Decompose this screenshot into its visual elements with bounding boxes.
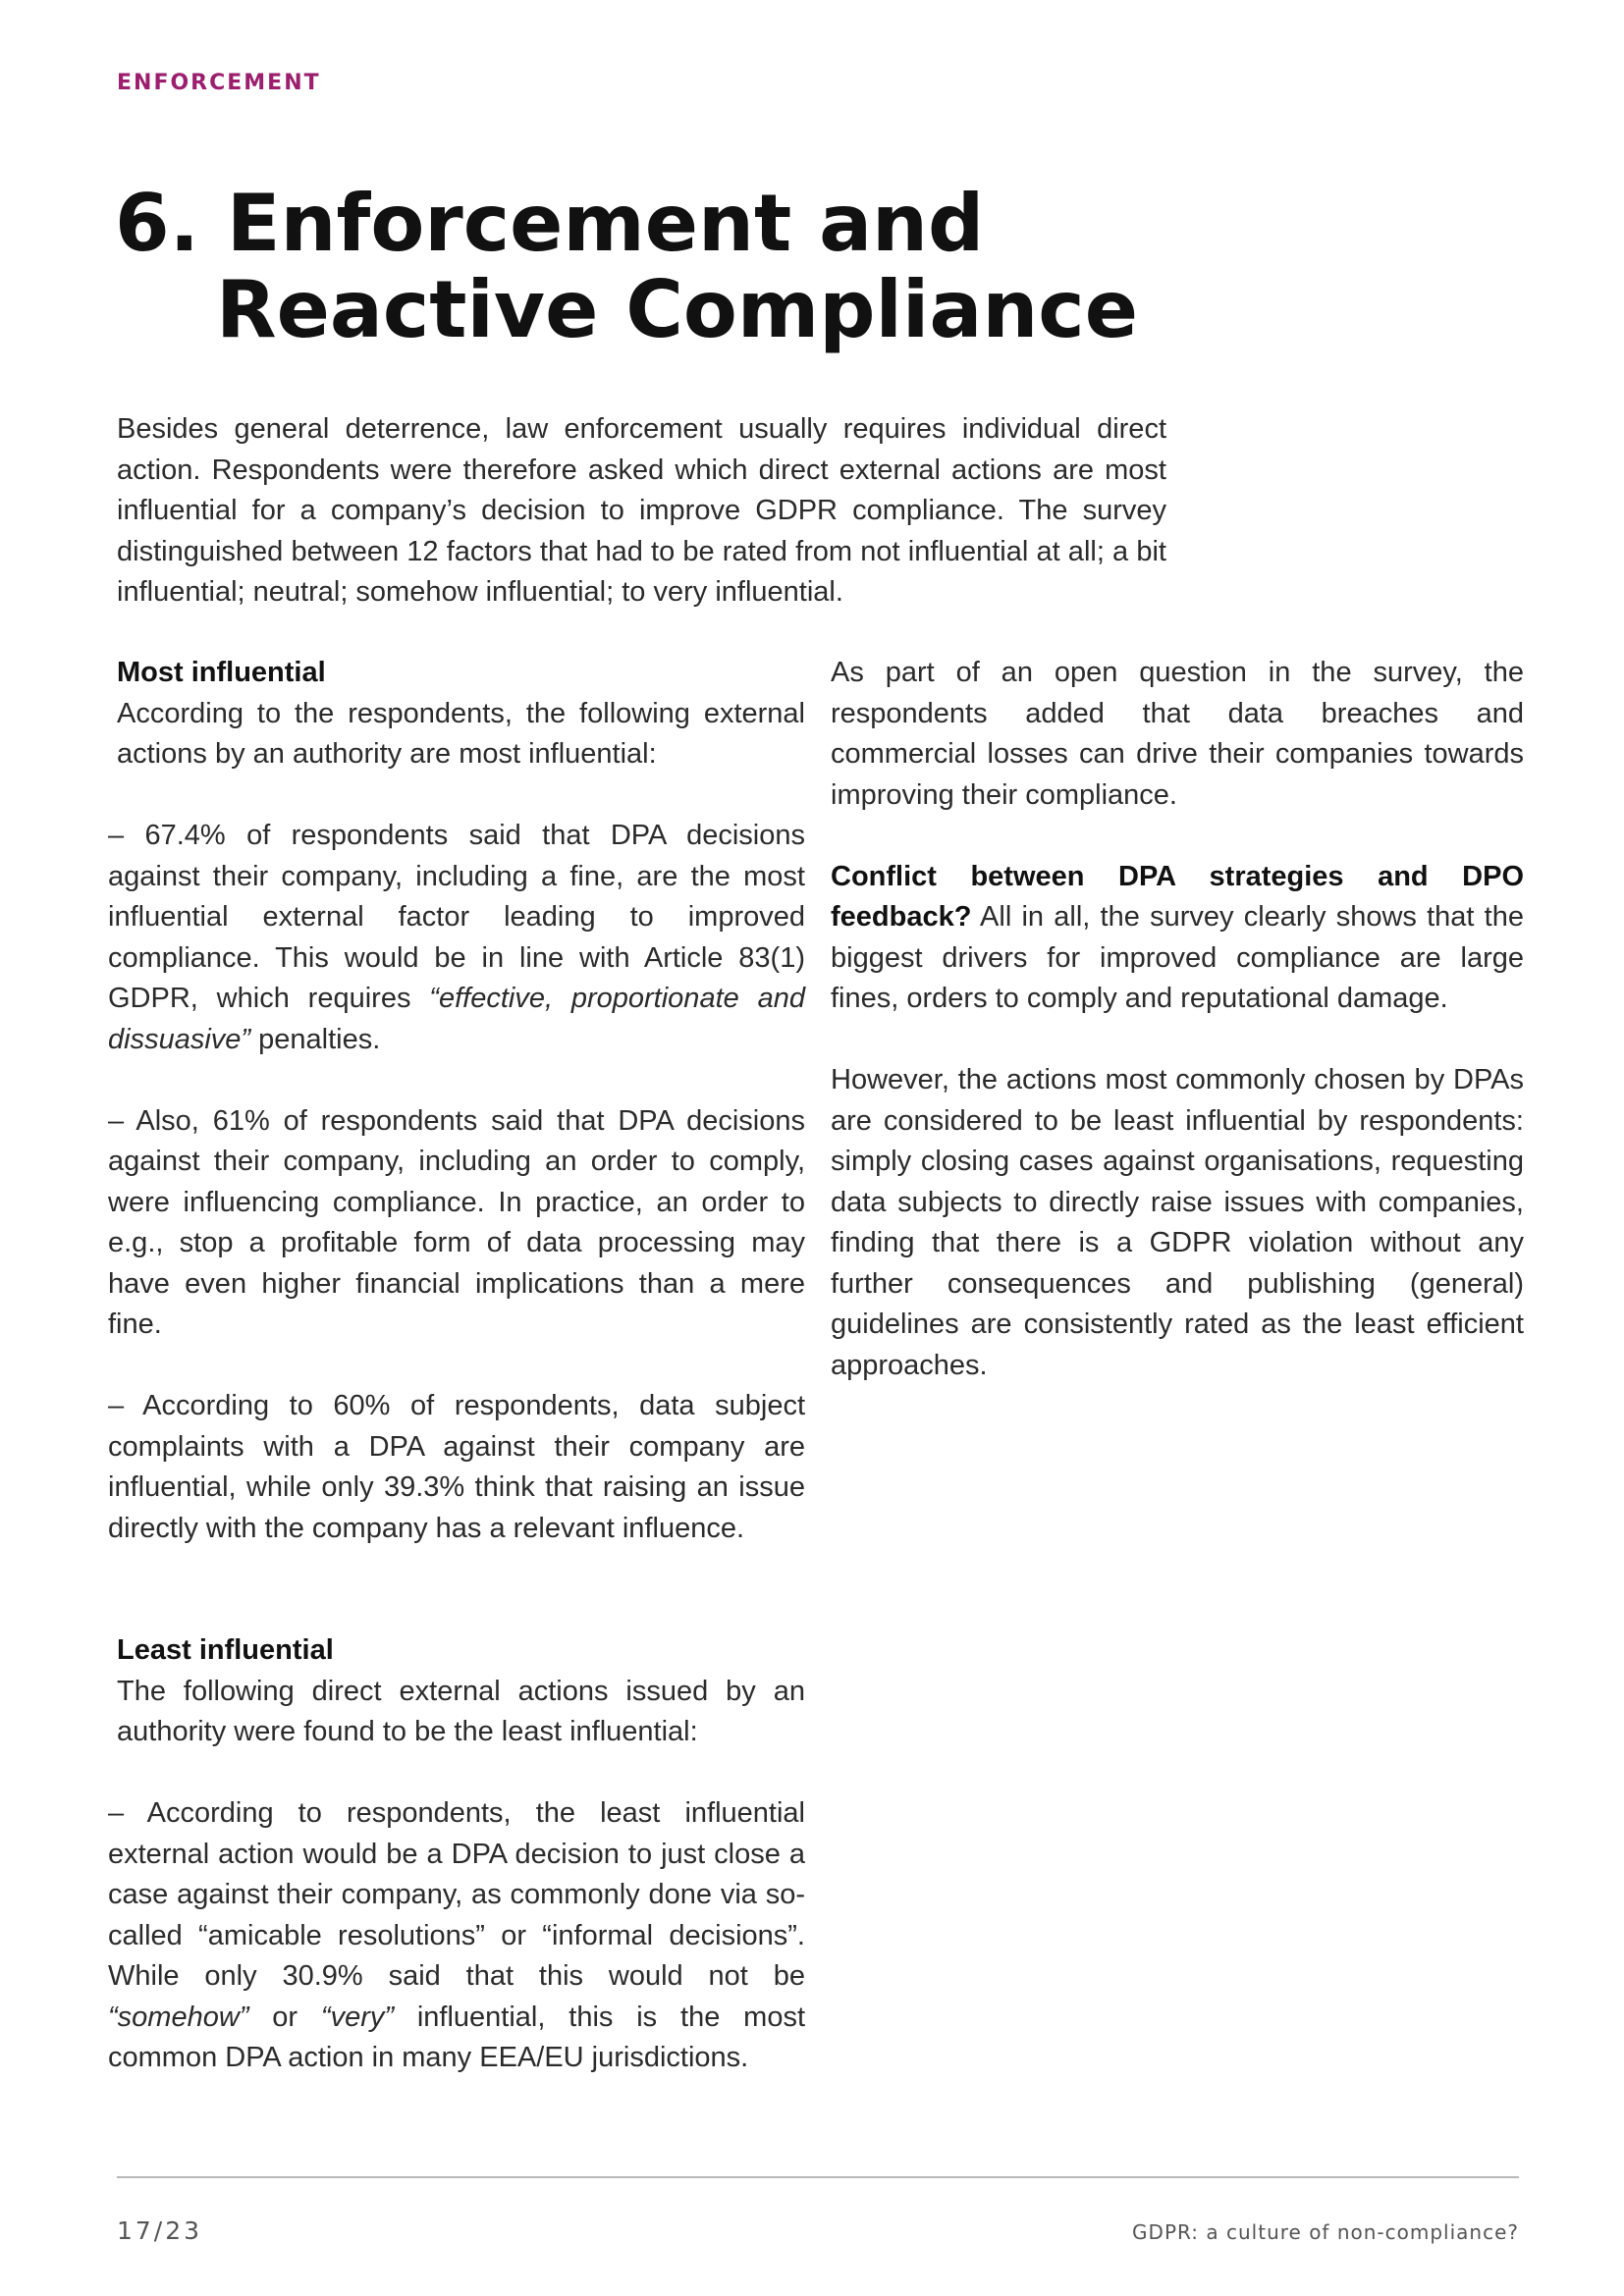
conflict-paragraph: Conflict between DPA strategies and DPO feedback? All in all, the survey clearly shows that the biggest drivers for improved compliance are large fines, orders to comply and reputational damage. <box>831 860 1524 1014</box>
section-label: ENFORCEMENT <box>117 71 321 95</box>
page-title <box>115 178 1391 355</box>
left-column <box>108 653 805 2079</box>
open-question-paragraph: As part of an open question in the survey, the respondents added that data breaches and commercial losses can drive their companies towards improving their compliance. <box>831 657 1524 811</box>
document-title: GDPR: a culture of non-compliance? <box>1132 2220 1519 2244</box>
most-influential-item-complaints: – According to 60% of respondents, data subject complaints with a DPA against their company are influential, while only 39.3% think that raising an issue directly with the company has a relevant influence. <box>108 1390 805 1544</box>
quote-very: “very” <box>320 2001 395 2033</box>
page-number: 17/23 <box>117 2216 203 2245</box>
most-influential-heading: Most influential <box>117 657 326 688</box>
dpa-actions-paragraph: However, the actions most commonly chosen by DPAs are considered to be least influential by respondents: simply closing cases against organisations, requesting data subjects to directly raise issues with companies, finding that there is a GDPR violation without any further consequences and publishing (general) guidelines are consistently rated as the least efficient approaches. <box>831 1064 1524 1381</box>
quote-effective-penalties: “effective, proportionate and dissuasive” <box>108 983 805 1055</box>
least-influential-item-close-case: – According to respondents, the least influential external action would be a DPA decision to just close a case against their company, as commonly done via so-called “amicable resolutions” or “informal decisions”. While only 30.9% said that this would not be “somehow” or “very” influential, this is the most common DPA action in many EEA/EU jurisdictions. <box>108 1797 805 2073</box>
least-influential-heading: Least influential <box>117 1634 334 1666</box>
most-influential-lead: According to the respondents, the following external actions by an authority are most influential: <box>117 697 805 770</box>
footer-divider <box>117 2176 1519 2178</box>
quote-somehow: “somehow” <box>108 2001 249 2033</box>
most-influential-item-order: – Also, 61% of respondents said that DPA decisions against their company, including an order to comply, were influencing compliance. In practice, an order to e.g., stop a profitable form of data processing may have even higher financial implications than a mere fine. <box>108 1104 805 1340</box>
title-line-2: Reactive Compliance <box>216 264 1138 355</box>
right-column <box>831 653 1524 1386</box>
conflict-heading: Conflict between DPA strategies and DPO feedback? <box>831 860 1524 933</box>
title-line-1: 6. Enforcement and <box>115 178 985 269</box>
least-influential-lead: The following direct external actions issued by an authority were found to be the least influential: <box>117 1675 805 1747</box>
most-influential-item-fine: – 67.4% of respondents said that DPA decisions against their company, including a fine, are the most influential external factor leading to improved compliance. This would be in line with Article 83(1) GDPR, which requires “effective, proportionate and dissuasive” penalties. <box>108 820 805 1055</box>
intro-paragraph: Besides general deterrence, law enforcement usually requires individual direct action. Respondents were therefore asked which direct external actions are most influential for a company’s decision to improve GDPR compliance. The survey distinguished between 12 factors that had to be rated from not influential at all; a bit influential; neutral; somehow influential; to very influential. <box>117 413 1166 608</box>
